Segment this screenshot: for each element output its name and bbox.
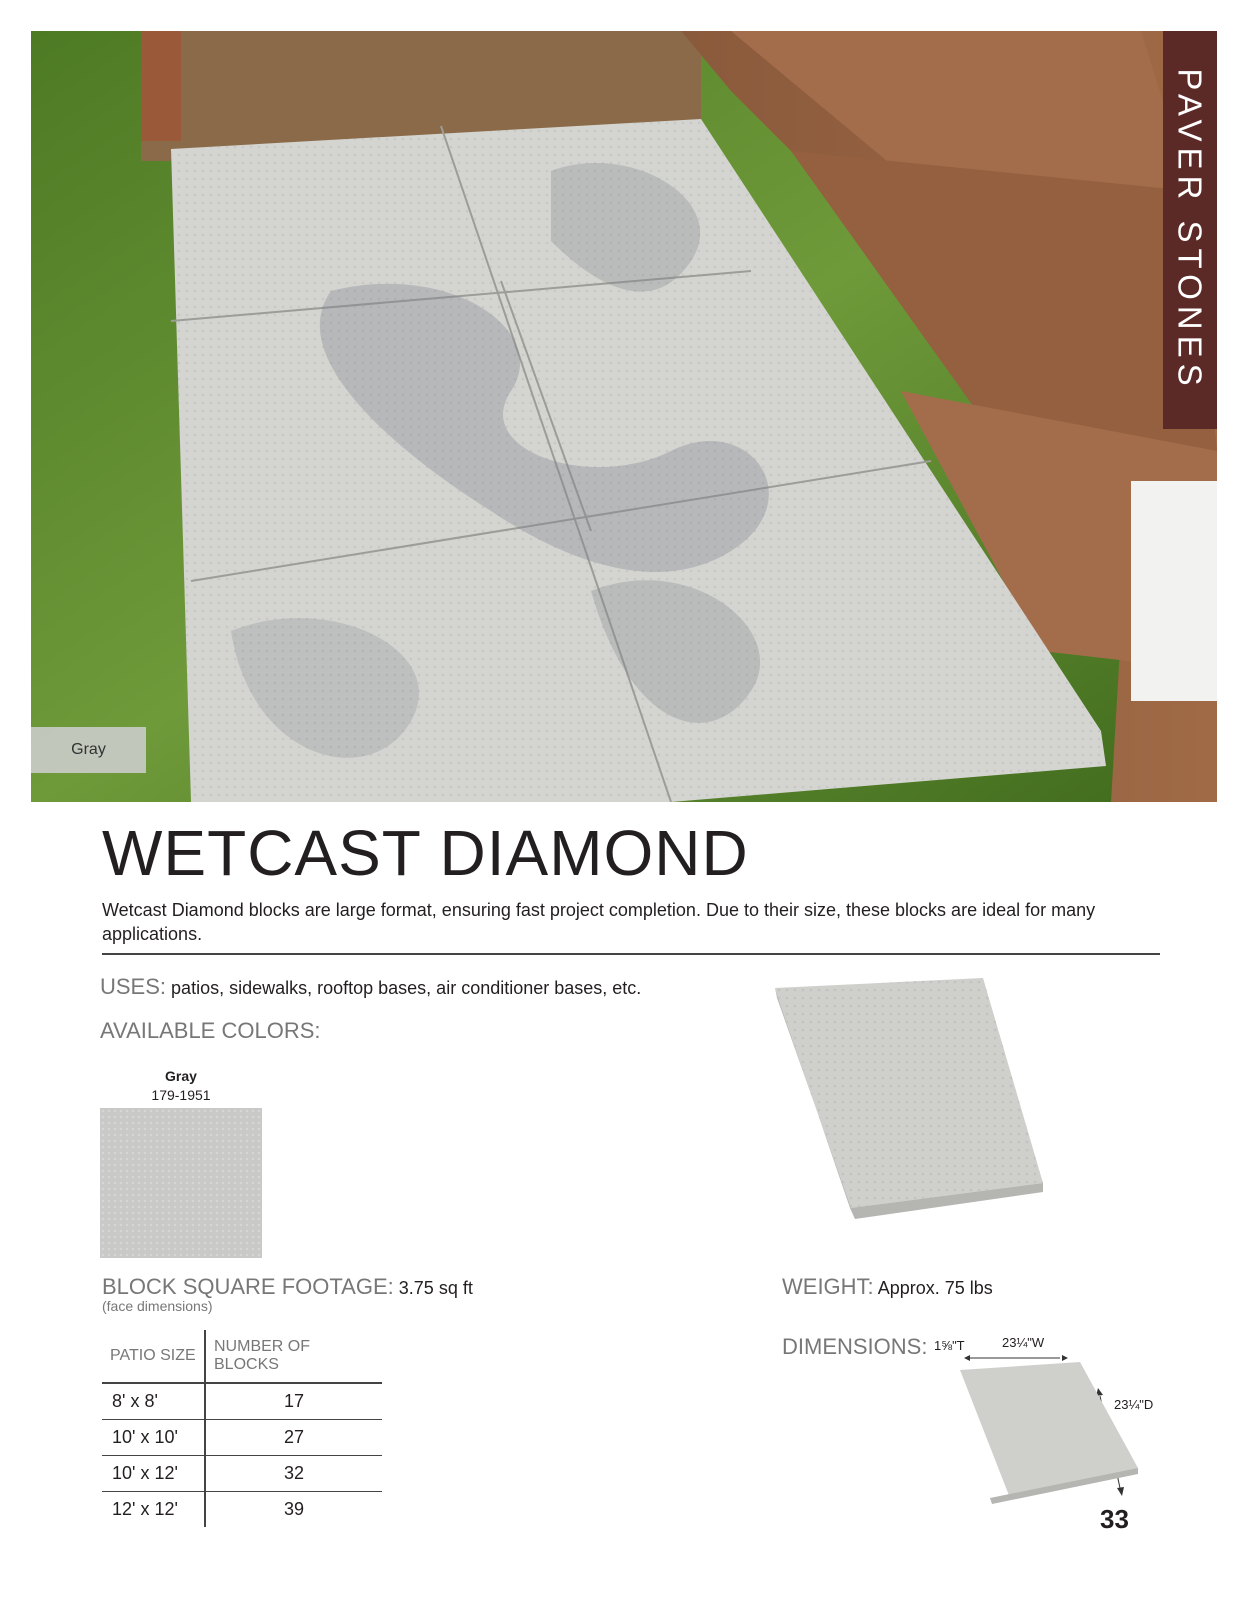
table-header-patio-size: PATIO SIZE bbox=[102, 1330, 205, 1383]
color-swatch-code: 179-1951 bbox=[151, 1087, 211, 1103]
table-cell-patio-size: 12' x 12' bbox=[102, 1492, 205, 1528]
hero-photo-illustration bbox=[31, 31, 1217, 802]
table-cell-patio-size: 8' x 8' bbox=[102, 1383, 205, 1420]
uses-value: patios, sidewalks, rooftop bases, air conditioner bases, etc. bbox=[171, 978, 642, 998]
available-colors-heading: AVAILABLE COLORS: bbox=[100, 1018, 321, 1043]
table-cell-patio-size: 10' x 12' bbox=[102, 1456, 205, 1492]
section-tab bbox=[1163, 31, 1217, 429]
dimension-thickness: 1⅝"T bbox=[934, 1338, 965, 1353]
dimension-diagram bbox=[960, 1348, 1160, 1518]
table-cell-block-count: 17 bbox=[205, 1383, 382, 1420]
table-cell-block-count: 32 bbox=[205, 1456, 382, 1492]
dimensions-label: DIMENSIONS: bbox=[782, 1334, 928, 1359]
uses-label: USES: bbox=[100, 974, 167, 999]
dimension-depth: 23¼"D bbox=[1114, 1397, 1154, 1412]
product-description: Wetcast Diamond blocks are large format, ensuring fast project completion. Due to their size, these blocks are ideal for many applications. bbox=[102, 900, 1096, 944]
weight-value: Approx. 75 lbs bbox=[877, 1278, 993, 1298]
color-swatch-name: Gray bbox=[165, 1068, 197, 1084]
table-header-number-of-blocks: NUMBER OF BLOCKS bbox=[205, 1330, 382, 1383]
hero-caption: Gray bbox=[31, 727, 146, 773]
color-swatch-gray bbox=[100, 1108, 262, 1258]
divider bbox=[102, 953, 1160, 955]
square-footage-line bbox=[102, 1274, 473, 1300]
page-number: 33 bbox=[1100, 1504, 1129, 1534]
table-cell-block-count: 39 bbox=[283, 1499, 305, 1519]
weight-label: WEIGHT: bbox=[782, 1274, 874, 1299]
square-footage-note: (face dimensions) bbox=[102, 1298, 213, 1314]
table-cell-patio-size: 10' x 10' bbox=[102, 1420, 205, 1456]
table-row bbox=[102, 1420, 382, 1456]
table-row bbox=[102, 1456, 382, 1492]
square-footage-value: 3.75 sq ft bbox=[398, 1278, 473, 1298]
weight-line bbox=[782, 1274, 993, 1300]
table-row bbox=[102, 1383, 382, 1420]
paver-product-image bbox=[775, 978, 1065, 1248]
uses-line bbox=[100, 974, 641, 1000]
dimension-width: 23¼"W bbox=[1002, 1335, 1045, 1350]
table-row bbox=[102, 1492, 382, 1528]
product-title: WETCAST DIAMOND bbox=[102, 817, 749, 889]
hero-photo bbox=[31, 31, 1217, 802]
square-footage-label: BLOCK SQUARE FOOTAGE: bbox=[102, 1274, 394, 1299]
section-tab-label: PAVER STONES bbox=[1172, 68, 1209, 392]
table-header-row bbox=[102, 1330, 382, 1383]
table-cell-block-count: 27 bbox=[205, 1420, 382, 1456]
patio-size-table bbox=[102, 1330, 382, 1527]
